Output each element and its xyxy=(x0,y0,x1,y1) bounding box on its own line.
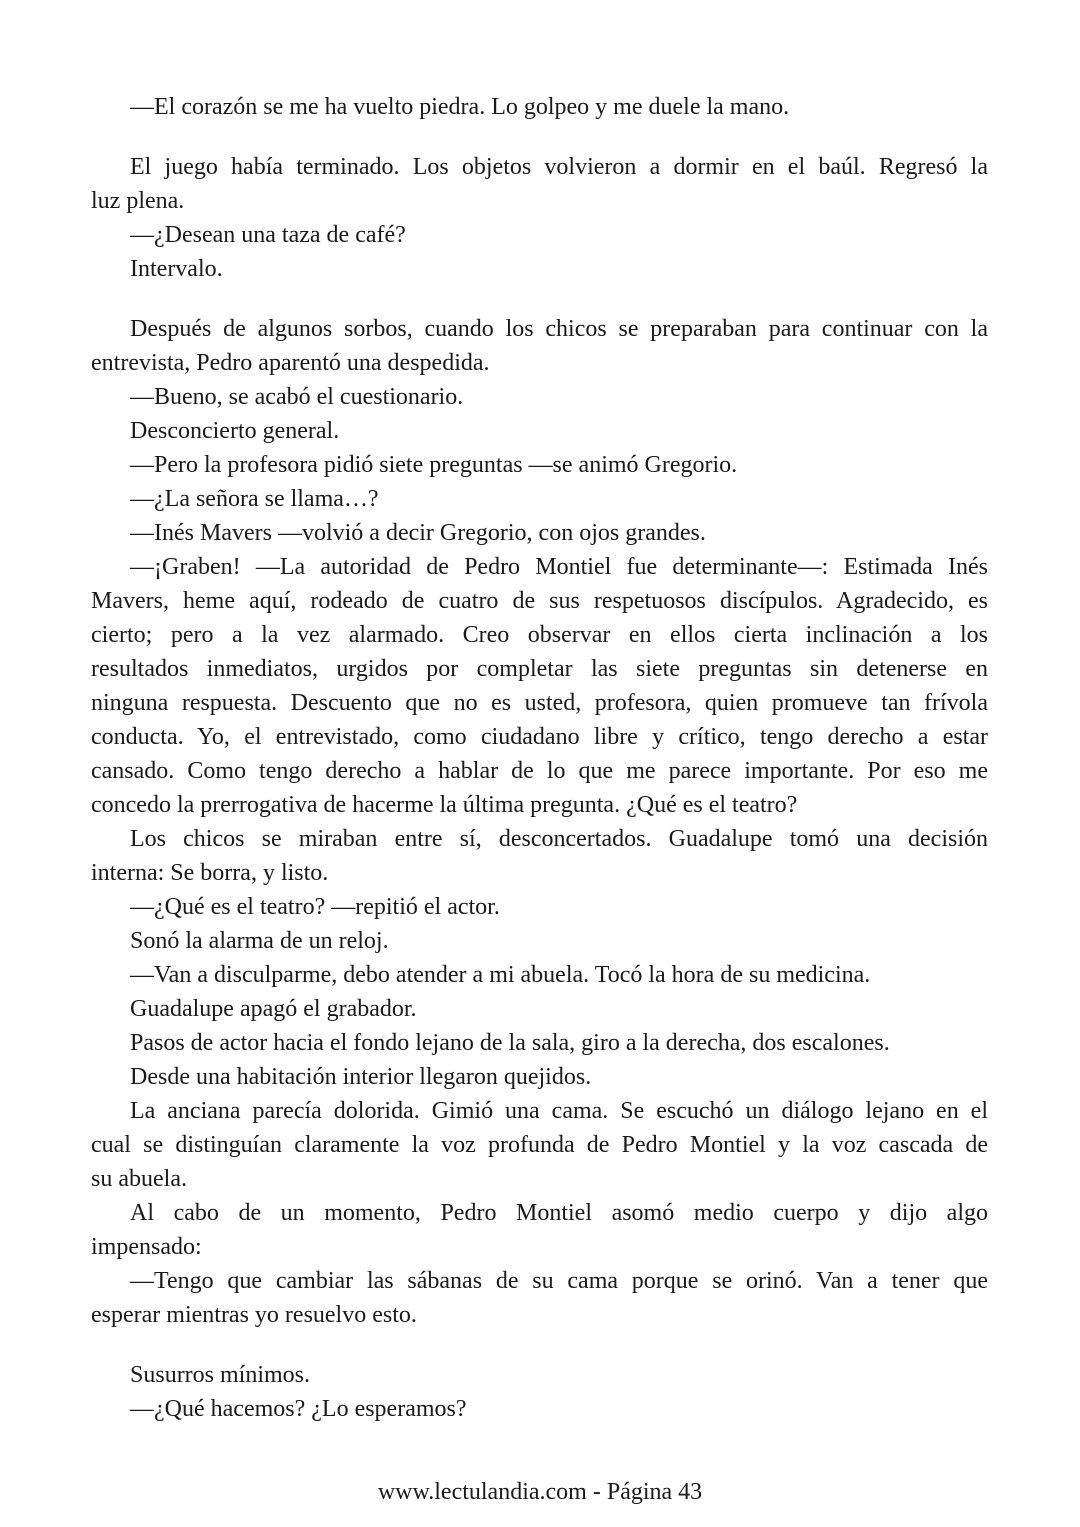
paragraph xyxy=(91,890,988,924)
paragraph xyxy=(91,90,988,124)
paragraph xyxy=(91,550,988,822)
text-line: cierto; pero a la vez alarmado. Creo observar en ellos cierta inclinación a los xyxy=(91,622,988,648)
text-line: impensado: xyxy=(91,1234,202,1260)
text-line: —Tengo que cambiar las sábanas de su cama porque se orinó. Van a tener que xyxy=(130,1268,988,1294)
paragraph xyxy=(91,1026,988,1060)
paragraph xyxy=(91,1094,988,1196)
paragraph xyxy=(91,1392,988,1426)
text-line: concedo la prerrogativa de hacerme la última pregunta. ¿Qué es el teatro? xyxy=(91,792,798,818)
text-line: cual se distinguían claramente la voz profunda de Pedro Montiel y la voz cascada de xyxy=(91,1132,988,1158)
text-line: resultados inmediatos, urgidos por completar las siete preguntas sin detenerse en xyxy=(91,656,988,682)
paragraph xyxy=(91,312,988,380)
text-line: —El corazón se me ha vuelto piedra. Lo golpeo y me duele la mano. xyxy=(130,94,790,120)
text-line: Después de algunos sorbos, cuando los chicos se preparaban para continuar con la xyxy=(130,316,988,342)
text-line: Pasos de actor hacia el fondo lejano de la sala, giro a la derecha, dos escalones. xyxy=(130,1030,890,1056)
text-line: —¿Desean una taza de café? xyxy=(130,222,406,248)
text-line: Intervalo. xyxy=(130,256,223,282)
paragraph xyxy=(91,380,988,414)
paragraph xyxy=(91,414,988,448)
paragraph xyxy=(91,924,988,958)
paragraph xyxy=(91,448,988,482)
paragraph xyxy=(91,992,988,1026)
text-line: —¡Graben! —La autoridad de Pedro Montiel fue determinante—: Estimada Inés xyxy=(130,554,988,580)
paragraph xyxy=(91,1196,988,1264)
text-line: Guadalupe apagó el grabador. xyxy=(130,996,417,1022)
text-line: —Pero la profesora pidió siete preguntas —se animó Gregorio. xyxy=(130,452,738,478)
text-line: Desconcierto general. xyxy=(130,418,340,444)
page-body xyxy=(91,90,988,1452)
paragraph xyxy=(91,1060,988,1094)
text-line: esperar mientras yo resuelvo esto. xyxy=(91,1302,417,1328)
text-line: Susurros mínimos. xyxy=(130,1362,311,1388)
page-footer: www.lectulandia.com - Página 43 xyxy=(377,1479,703,1505)
text-line: —Van a disculparme, debo atender a mi abuela. Tocó la hora de su medicina. xyxy=(130,962,871,988)
text-line: Desde una habitación interior llegaron quejidos. xyxy=(130,1064,592,1090)
text-line: Los chicos se miraban entre sí, desconcertados. Guadalupe tomó una decisión xyxy=(130,826,988,852)
text-section xyxy=(91,150,988,286)
paragraph xyxy=(91,482,988,516)
text-section xyxy=(91,312,988,1332)
text-line: cansado. Como tengo derecho a hablar de lo que me parece importante. Por eso me xyxy=(91,758,988,784)
text-line: —¿Qué hacemos? ¿Lo esperamos? xyxy=(130,1396,467,1422)
text-line: luz plena. xyxy=(91,188,185,214)
paragraph xyxy=(91,1264,988,1332)
paragraph xyxy=(91,252,988,286)
text-line: ninguna respuesta. Descuento que no es usted, profesora, quien promueve tan frívola xyxy=(91,690,988,716)
text-line: entrevista, Pedro aparentó una despedida. xyxy=(91,350,490,376)
text-line: su abuela. xyxy=(91,1166,187,1192)
text-line: Sonó la alarma de un reloj. xyxy=(130,928,389,954)
text-line: conducta. Yo, el entrevistado, como ciudadano libre y crítico, tengo derecho a estar xyxy=(91,724,988,750)
text-line: Al cabo de un momento, Pedro Montiel asomó medio cuerpo y dijo algo xyxy=(130,1200,988,1226)
text-line: —Bueno, se acabó el cuestionario. xyxy=(130,384,464,410)
text-line: —¿La señora se llama…? xyxy=(130,486,379,512)
text-line: La anciana parecía dolorida. Gimió una cama. Se escuchó un diálogo lejano en el xyxy=(130,1098,988,1124)
text-line: —Inés Mavers —volvió a decir Gregorio, con ojos grandes. xyxy=(130,520,706,546)
text-section xyxy=(91,1358,988,1426)
paragraph xyxy=(91,218,988,252)
paragraph xyxy=(91,150,988,218)
text-section xyxy=(91,90,988,124)
text-line: Mavers, heme aquí, rodeado de cuatro de sus respetuosos discípulos. Agradecido, es xyxy=(91,588,988,614)
paragraph xyxy=(91,516,988,550)
text-line: interna: Se borra, y listo. xyxy=(91,860,329,886)
text-line: —¿Qué es el teatro? —repitió el actor. xyxy=(130,894,500,920)
text-line: El juego había terminado. Los objetos volvieron a dormir en el baúl. Regresó la xyxy=(130,154,988,180)
paragraph xyxy=(91,958,988,992)
paragraph xyxy=(91,822,988,890)
paragraph xyxy=(91,1358,988,1392)
